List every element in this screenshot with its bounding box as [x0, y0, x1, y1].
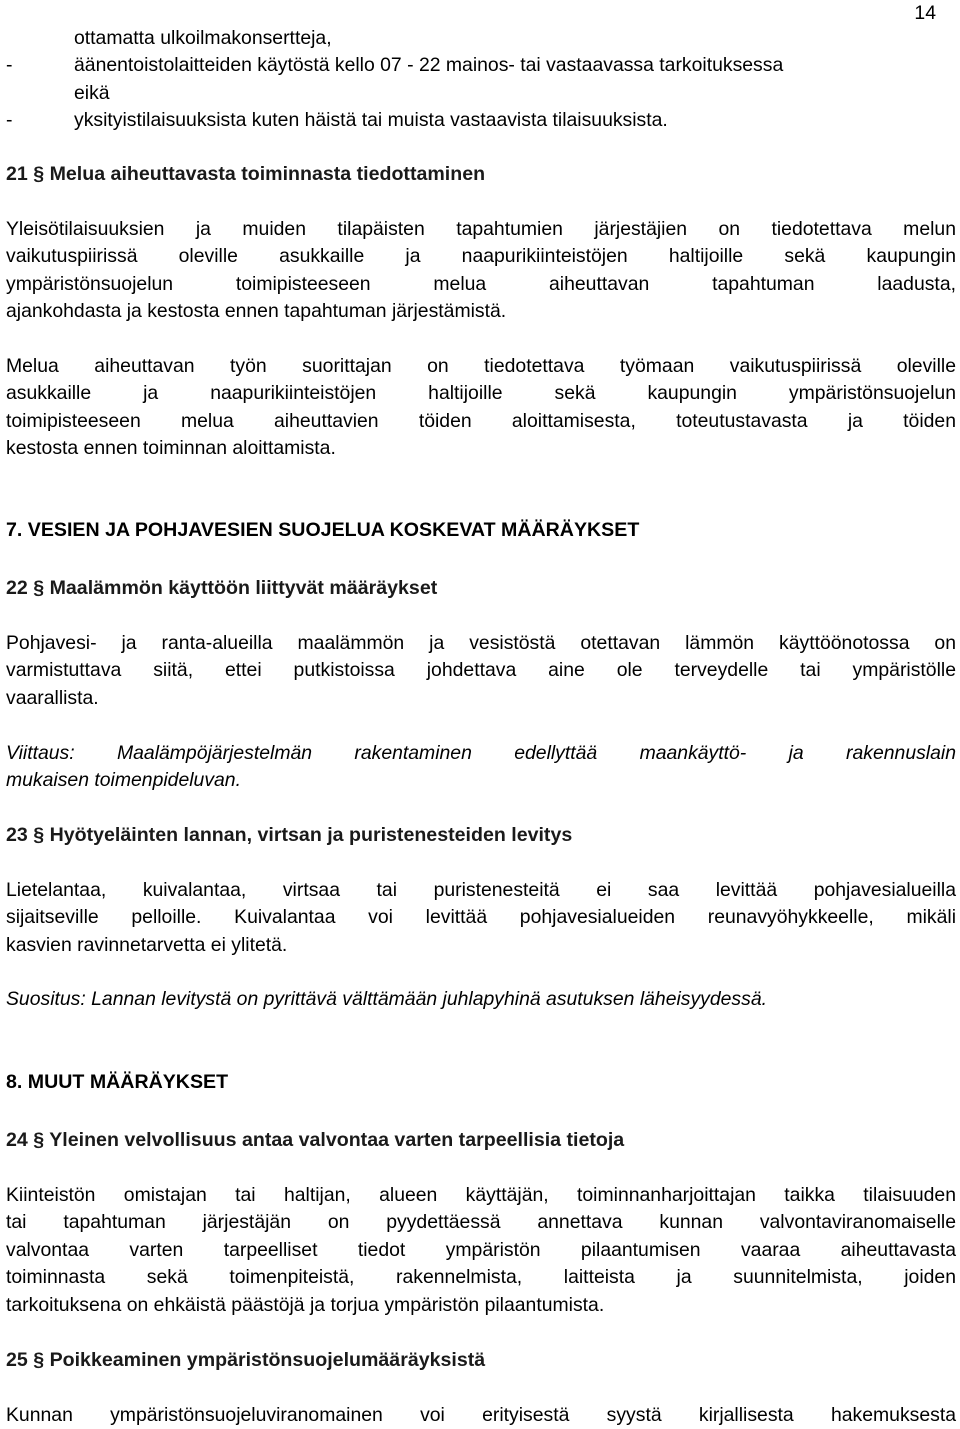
paragraph-line: ympäristönsuojelun toimipisteeseen melua aiheuttavan tapahtuman laadusta,	[6, 272, 956, 295]
intro-block	[6, 25, 956, 135]
recommendation-note: Suositus: Lannan levitystä on pyrittävä välttämään juhlapyhinä asutuksen läheisyydessä.	[6, 988, 767, 1010]
section-heading: 25 § Poikkeaminen ympäristönsuojelumääräyksistä	[6, 1349, 486, 1371]
list-item	[6, 80, 956, 107]
paragraph-line: sijaitseville pelloille. Kuivalantaa voi levittää pohjavesialueiden reunavyöhykkeelle, mikäli	[6, 906, 956, 929]
chapter-title: 7. VESIEN JA POHJAVESIEN SUOJELUA KOSKEVAT MÄÄRÄYKSET	[6, 519, 640, 541]
page-number: 14	[914, 2, 936, 24]
paragraph-line: asukkaille ja naapurikiinteistöjen haltijoille sekä kaupungin ympäristönsuojelun	[6, 382, 956, 405]
paragraph-line: ajankohdasta ja kestosta ennen tapahtuman järjestämistä.	[6, 300, 507, 323]
paragraph-line: varmistuttava siitä, ettei putkistoissa johdettava aine ole terveydelle tai ympäristölle	[6, 659, 956, 682]
reference-note-line: Viittaus: Maalämpöjärjestelmän rakentaminen edellyttää maankäyttö- ja rakennuslain	[6, 742, 956, 764]
section-23-note	[6, 986, 956, 1013]
paragraph-line: Yleisötilaisuuksien ja muiden tilapäisten tapahtumien järjestäjien on tiedotettava melun	[6, 218, 956, 240]
paragraph-line: vaarallista.	[6, 686, 99, 709]
section-21-paragraph-1	[6, 216, 956, 326]
paragraph-line: vaikutuspiirissä oleville asukkaille ja naapurikiinteistöjen haltijoille sekä kaupungin	[6, 245, 956, 268]
chapter-title: 8. MUUT MÄÄRÄYKSET	[6, 1071, 229, 1093]
paragraph-line: valvontaa varten tarpeelliset tiedot ympäristön pilaantumisen vaaraa aiheuttavasta	[6, 1238, 956, 1261]
section-heading: 23 § Hyötyeläinten lannan, virtsan ja puristenesteiden levitys	[6, 824, 573, 846]
chapter-7	[6, 517, 956, 544]
paragraph-line: Pohjavesi- ja ranta-alueilla maalämmön ja vesistöstä otettavan lämmön käyttöönotossa on	[6, 632, 956, 654]
list-dash	[6, 80, 74, 107]
paragraph-line: tarkoituksena on ehkäistä päästöjä ja torjua ympäristön pilaantumista.	[6, 1293, 605, 1316]
chapter-8	[6, 1069, 956, 1096]
list-item-text: äänentoistolaitteiden käytöstä kello 07 - 22 mainos- tai vastaavassa tarkoituksessa	[74, 54, 784, 77]
section-heading: 22 § Maalämmön käyttöön liittyvät määräykset	[6, 577, 438, 599]
list-item	[6, 107, 956, 134]
section-25-paragraph-1	[6, 1402, 956, 1429]
section-23	[6, 822, 956, 849]
paragraph-line: kasvien ravinnetarvetta ei ylitetä.	[6, 933, 288, 956]
list-dash: -	[6, 109, 13, 132]
section-22-note	[6, 740, 956, 795]
paragraph-line: Kiinteistön omistajan tai haltijan, alueen käyttäjän, toiminnanharjoittajan taikka tilaisuuden	[6, 1184, 956, 1206]
section-heading: 24 § Yleinen velvollisuus antaa valvontaa varten tarpeellisia tietoja	[6, 1129, 625, 1151]
paragraph-line: kestosta ennen toiminnan aloittamista.	[6, 437, 336, 460]
paragraph-line: toiminnasta sekä toimenpiteistä, rakennelmista, laitteista ja suunnitelmista, joiden	[6, 1266, 956, 1289]
section-heading: 21 § Melua aiheuttavasta toiminnasta tiedottaminen	[6, 163, 486, 185]
section-21	[6, 161, 956, 188]
section-24-paragraph-1	[6, 1182, 956, 1319]
intro-line: ottamatta ulkoilmakonsertteja,	[74, 27, 332, 49]
list-item-text: eikä	[74, 81, 110, 104]
reference-note-line: mukaisen toimenpideluvan.	[6, 769, 241, 792]
list-item	[6, 52, 956, 79]
list-item-text: yksityistilaisuuksista kuten häistä tai muista vastaavista tilaisuuksista.	[74, 109, 668, 132]
section-25	[6, 1347, 956, 1374]
paragraph-line: Lietelantaa, kuivalantaa, virtsaa tai puristenesteitä ei saa levittää pohjavesialueilla	[6, 879, 956, 901]
section-23-paragraph-1	[6, 877, 956, 959]
section-22	[6, 575, 956, 602]
section-24	[6, 1127, 956, 1154]
paragraph-line: toimipisteeseen melua aiheuttavien töiden aloittamisesta, toteutustavasta ja töiden	[6, 409, 956, 432]
list-dash: -	[6, 54, 13, 77]
section-21-paragraph-2	[6, 353, 956, 463]
paragraph-line: Kunnan ympäristönsuojeluviranomainen voi erityisestä syystä kirjallisesta hakemuksesta	[6, 1404, 956, 1426]
paragraph-line: tai tapahtuman järjestäjän on pyydettäessä annettava kunnan valvontaviranomaiselle	[6, 1211, 956, 1234]
section-22-paragraph-1	[6, 630, 956, 712]
paragraph-line: Melua aiheuttavan työn suorittajan on tiedotettava työmaan vaikutuspiirissä oleville	[6, 355, 956, 377]
